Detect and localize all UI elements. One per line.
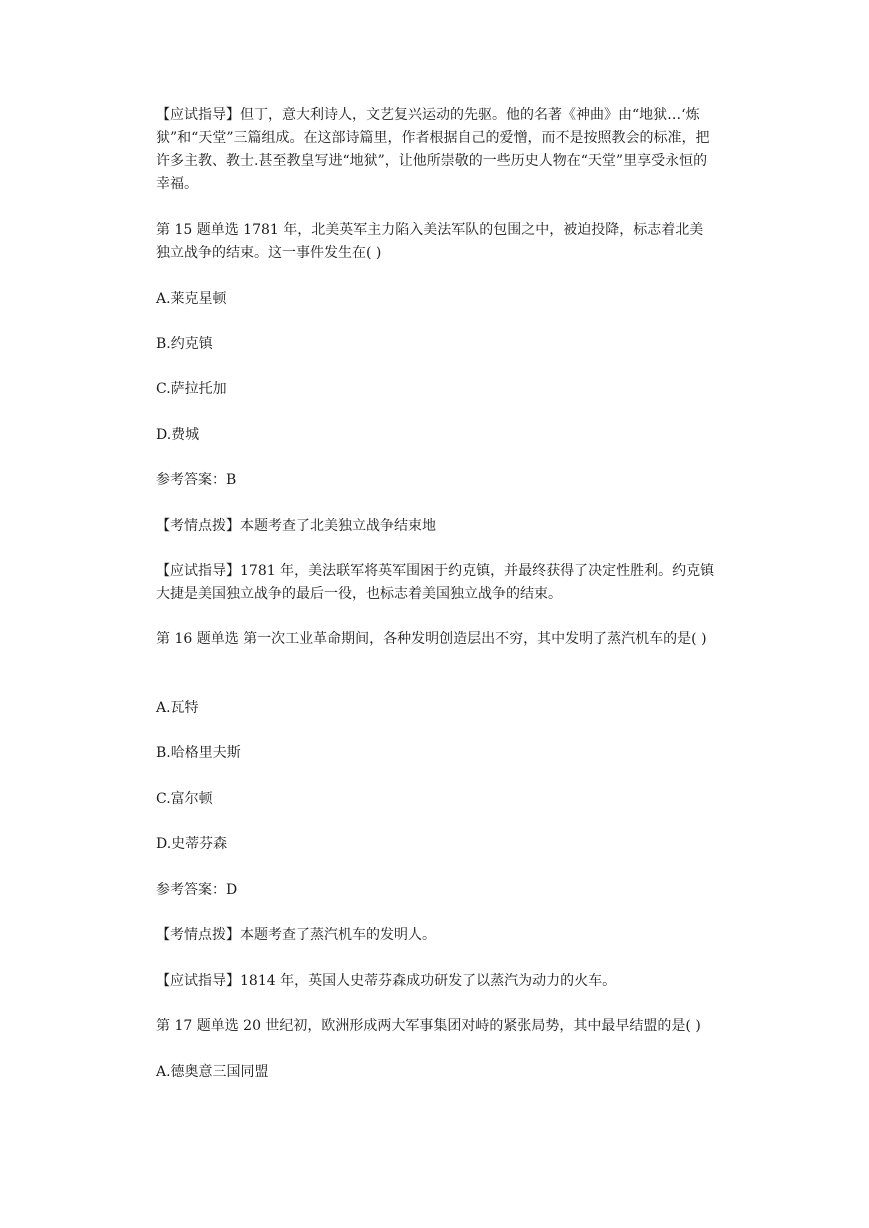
q15-option-d: D.费城 — [156, 427, 200, 443]
q16-option-a: A.瓦特 — [156, 700, 199, 716]
q15-option-c: C.萨拉托加 — [156, 381, 227, 397]
q17-option-a: A.德奥意三国同盟 — [156, 1064, 269, 1080]
q15-exam-point: 【考情点拨】本题考查了北美独立战争结束地 — [156, 518, 436, 534]
question-16: 第 16 题单选 第一次工业革命期间，各种发明创造层出不穷，其中发明了蒸汽机车的是( ) — [156, 631, 707, 647]
q16-option-c: C.富尔顿 — [156, 791, 213, 807]
question-15: 第 15 题单选 1781 年，北美英军主力陷入美法军队的包围之中，被迫投降，标志着北美独立战争的结束。这一事件发生在( ) — [156, 222, 704, 261]
paragraph-dante-guidance: 【应试指导】但丁，意大利诗人，文艺复兴运动的先驱。他的名著《神曲》由“地狱…‘炼狱”和“天堂”三篇组成。在这部诗篇里，作者根据自己的爱憎，而不是按照教会的标准，把许多主教、教士.甚至教皇写进“地狱”，让他所崇敬的一些历史人物在“天堂”里享受永恒的幸福。 — [156, 107, 710, 192]
q15-guidance: 【应试指导】1781 年，美法联军将英军围困于约克镇，并最终获得了决定性胜利。约克镇大捷是美国独立战争的最后一役，也标志着美国独立战争的结束。 — [156, 563, 715, 602]
q15-option-a: A.莱克星顿 — [156, 291, 227, 307]
q15-answer: 参考答案：B — [156, 472, 237, 488]
question-17: 第 17 题单选 20 世纪初，欧洲形成两大军事集团对峙的紧张局势，其中最早结盟的是( ) — [156, 1018, 701, 1034]
q16-option-d: D.史蒂芬森 — [156, 836, 228, 852]
q16-option-b: B.哈格里夫斯 — [156, 745, 241, 761]
q15-option-b: B.约克镇 — [156, 336, 213, 352]
q16-exam-point: 【考情点拨】本题考查了蒸汽机车的发明人。 — [156, 927, 436, 943]
q16-guidance: 【应试指导】1814 年，英国人史蒂芬森成功研发了以蒸汽为动力的火车。 — [156, 973, 617, 989]
q16-answer: 参考答案：D — [156, 882, 238, 898]
